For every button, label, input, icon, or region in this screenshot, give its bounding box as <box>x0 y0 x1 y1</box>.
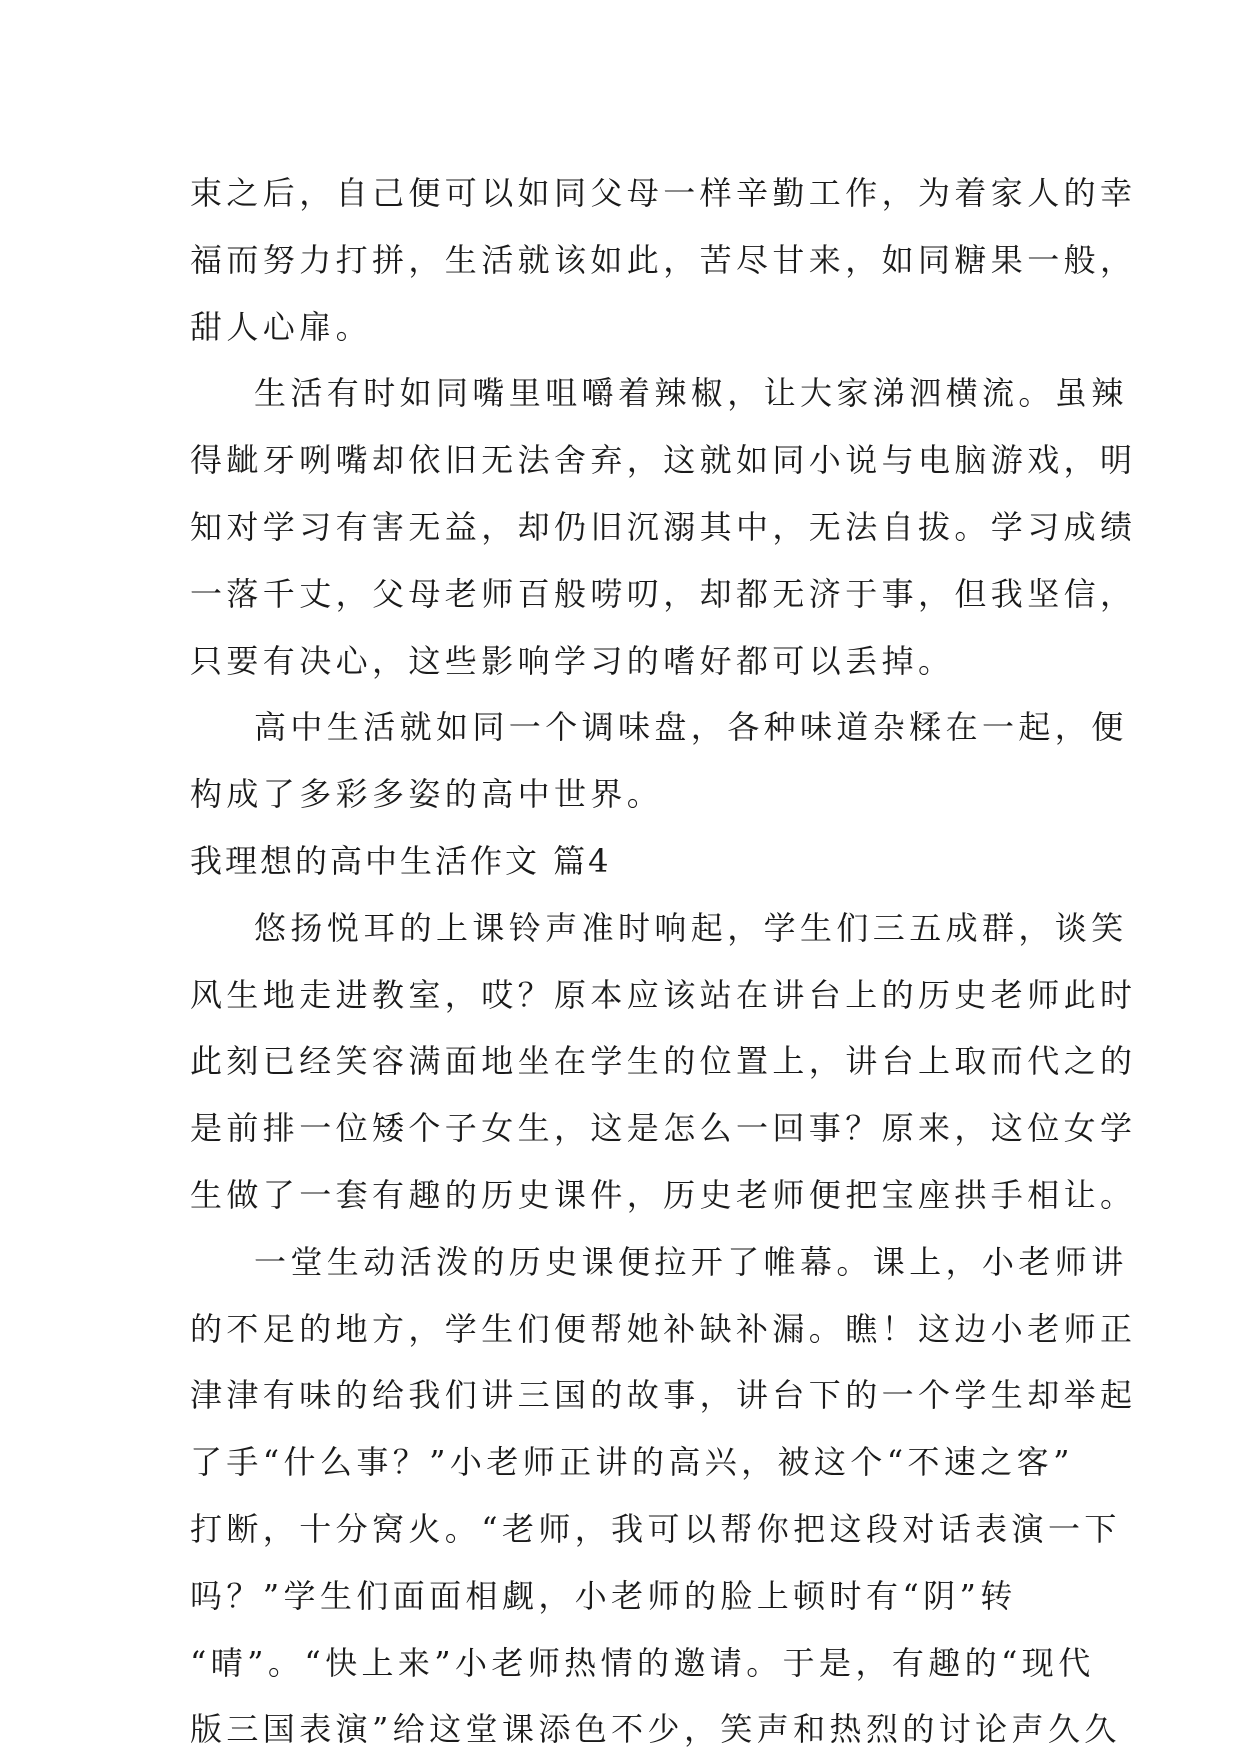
paragraph <box>190 895 1137 1229</box>
heading-text: 我理想的高中生活作文 篇4 <box>190 841 612 880</box>
text-line: “晴”。“快上来”小老师热情的邀请。于是，有趣的“现代 <box>190 1643 1095 1682</box>
text-line: 一堂生动活泼的历史课便拉开了帷幕。课上，小老师讲 <box>254 1242 1128 1281</box>
text-line: 的不足的地方，学生们便帮她补缺补漏。瞧！这边小老师正 <box>190 1309 1137 1348</box>
text-line: 甜人心扉。 <box>190 307 373 346</box>
text-line: 一落千丈，父母老师百般唠叨，却都无济于事，但我坚信， <box>190 574 1137 613</box>
paragraph <box>190 694 1128 828</box>
document-page <box>190 160 1137 1763</box>
text-line: 津津有味的给我们讲三国的故事，讲台下的一个学生却举起 <box>190 1376 1137 1415</box>
text-line: 是前排一位矮个子女生，这是怎么一回事？原来，这位女学 <box>190 1109 1137 1148</box>
paragraph <box>190 160 1137 360</box>
paragraph <box>190 360 1137 694</box>
text-line: 构成了多彩多姿的高中世界。 <box>190 775 664 814</box>
text-line: 生活有时如同嘴里咀嚼着辣椒，让大家涕泗横流。虽辣 <box>254 374 1128 413</box>
text-line: 知对学习有害无益，却仍旧沉溺其中，无法自拔。学习成绩 <box>190 507 1137 546</box>
text-line: 束之后，自己便可以如同父母一样辛勤工作，为着家人的幸 <box>190 174 1137 212</box>
text-line: 了手“什么事？”小老师正讲的高兴，被这个“不速之客” <box>190 1443 1074 1482</box>
text-line: 吗？”学生们面面相觑，小老师的脸上顿时有“阴”转 <box>190 1576 1017 1615</box>
text-line: 打断，十分窝火。“老师，我可以帮你把这段对话表演一下 <box>190 1509 1121 1548</box>
text-line: 高中生活就如同一个调味盘，各种味道杂糅在一起，便 <box>254 708 1128 747</box>
text-line: 此刻已经笑容满面地坐在学生的位置上，讲台上取而代之的 <box>190 1042 1137 1081</box>
text-line: 生做了一套有趣的历史课件，历史老师便把宝座拱手相让。 <box>190 1175 1137 1214</box>
text-line: 得龇牙咧嘴却依旧无法舍弃，这就如同小说与电脑游戏，明 <box>190 441 1137 480</box>
section-heading <box>190 828 1050 895</box>
text-line: 福而努力打拼，生活就该如此，苦尽甘来，如同糖果一般， <box>190 240 1137 279</box>
text-line: 版三国表演”给这堂课添色不少，笑声和热烈的讨论声久久 <box>190 1710 1121 1749</box>
text-line: 悠扬悦耳的上课铃声准时响起，学生们三五成群，谈笑 <box>254 908 1128 947</box>
text-line: 只要有决心，这些影响学习的嗜好都可以丢掉。 <box>190 641 955 680</box>
text-line: 风生地走进教室，哎？原本应该站在讲台上的历史老师此时 <box>190 975 1137 1014</box>
paragraph <box>190 1229 1137 1763</box>
